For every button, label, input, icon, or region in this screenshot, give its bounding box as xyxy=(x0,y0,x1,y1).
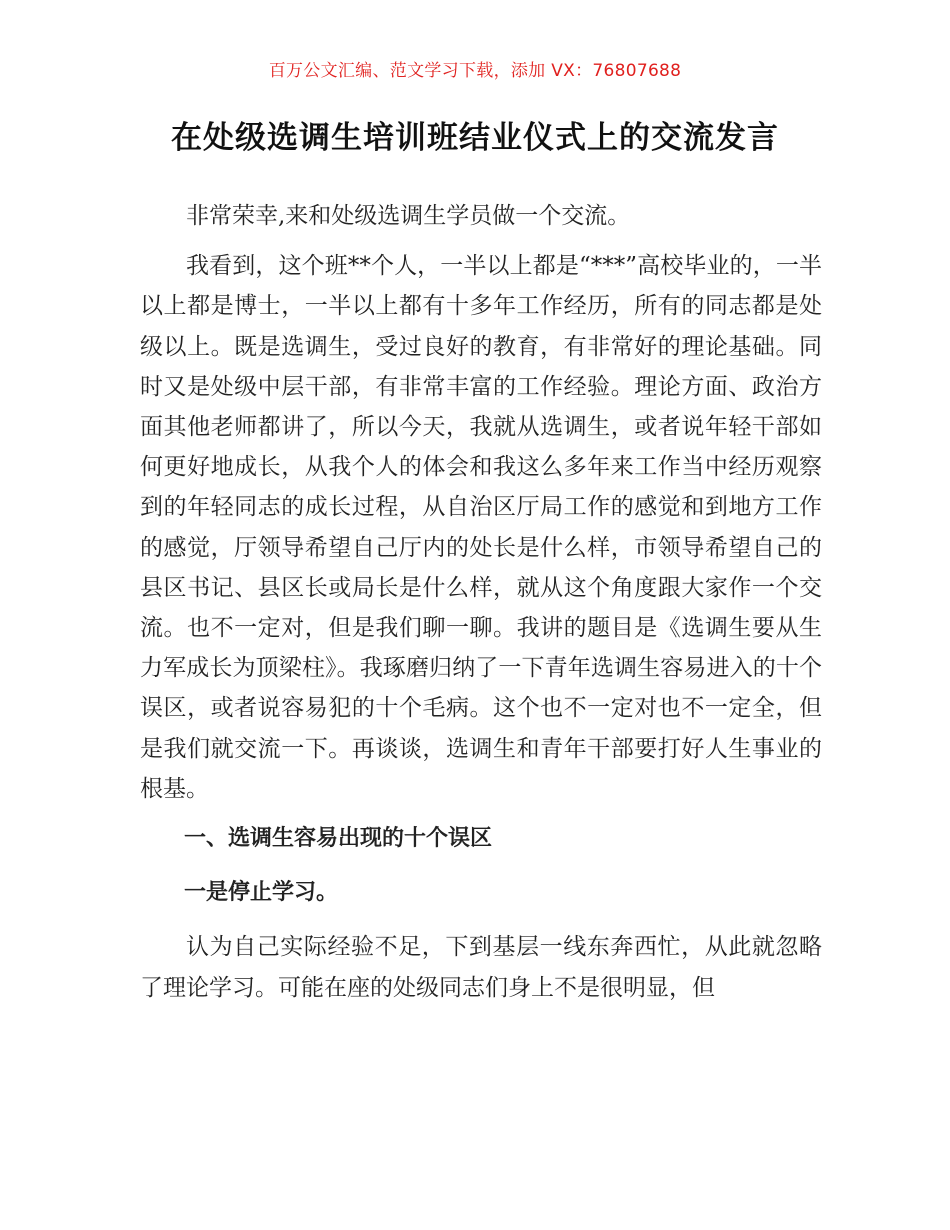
paragraph-closing: 认为自己实际经验不足，下到基层一线东奔西忙，从此就忽略了理论学习。可能在座的处级同志们身上不是很明显，但 xyxy=(140,934,822,1001)
document-body xyxy=(140,196,822,1018)
paragraph-main: 我看到，这个班**个人，一半以上都是“***”高校毕业的，一半以上都是博士，一半以上都有十多年工作经历，所有的同志都是处级以上。既是选调生，受过良好的教育，有非常好的理论基础。同时又是处级中层干部，有非常丰富的工作经验。理论方面、政治方面其他老师都讲了，所以今天，我就从选调生，或者说年轻干部如何更好地成长，从我个人的体会和我这么多年来工作当中经历观察到的年轻同志的成长过程，从自治区厅局工作的感觉和到地方工作的感觉，厅领导希望自己厅内的处长是什么样，市领导希望自己的县区书记、县区长或局长是什么样，就从这个角度跟大家作一个交流。也不一定对，但是我们聊一聊。我讲的题目是《选调生要从生力军成长为顶梁柱》。我琢磨归纳了一下青年选调生容易进入的十个误区，或者说容易犯的十个毛病。这个也不一定对也不一定全，但是我们就交流一下。再谈谈，选调生和青年干部要打好人生事业的根基。 xyxy=(140,253,822,802)
document-title: 在处级选调生培训班结业仪式上的交流发言 xyxy=(171,120,779,156)
promo-header: 百万公文汇编、范文学习下载，添加 VX：76807688 xyxy=(268,61,682,81)
subsection-heading: 一是停止学习。 xyxy=(184,880,339,906)
section-heading: 一、选调生容易出现的十个误区 xyxy=(184,826,493,852)
paragraph-intro: 非常荣幸,来和处级选调生学员做一个交流。 xyxy=(186,203,631,229)
